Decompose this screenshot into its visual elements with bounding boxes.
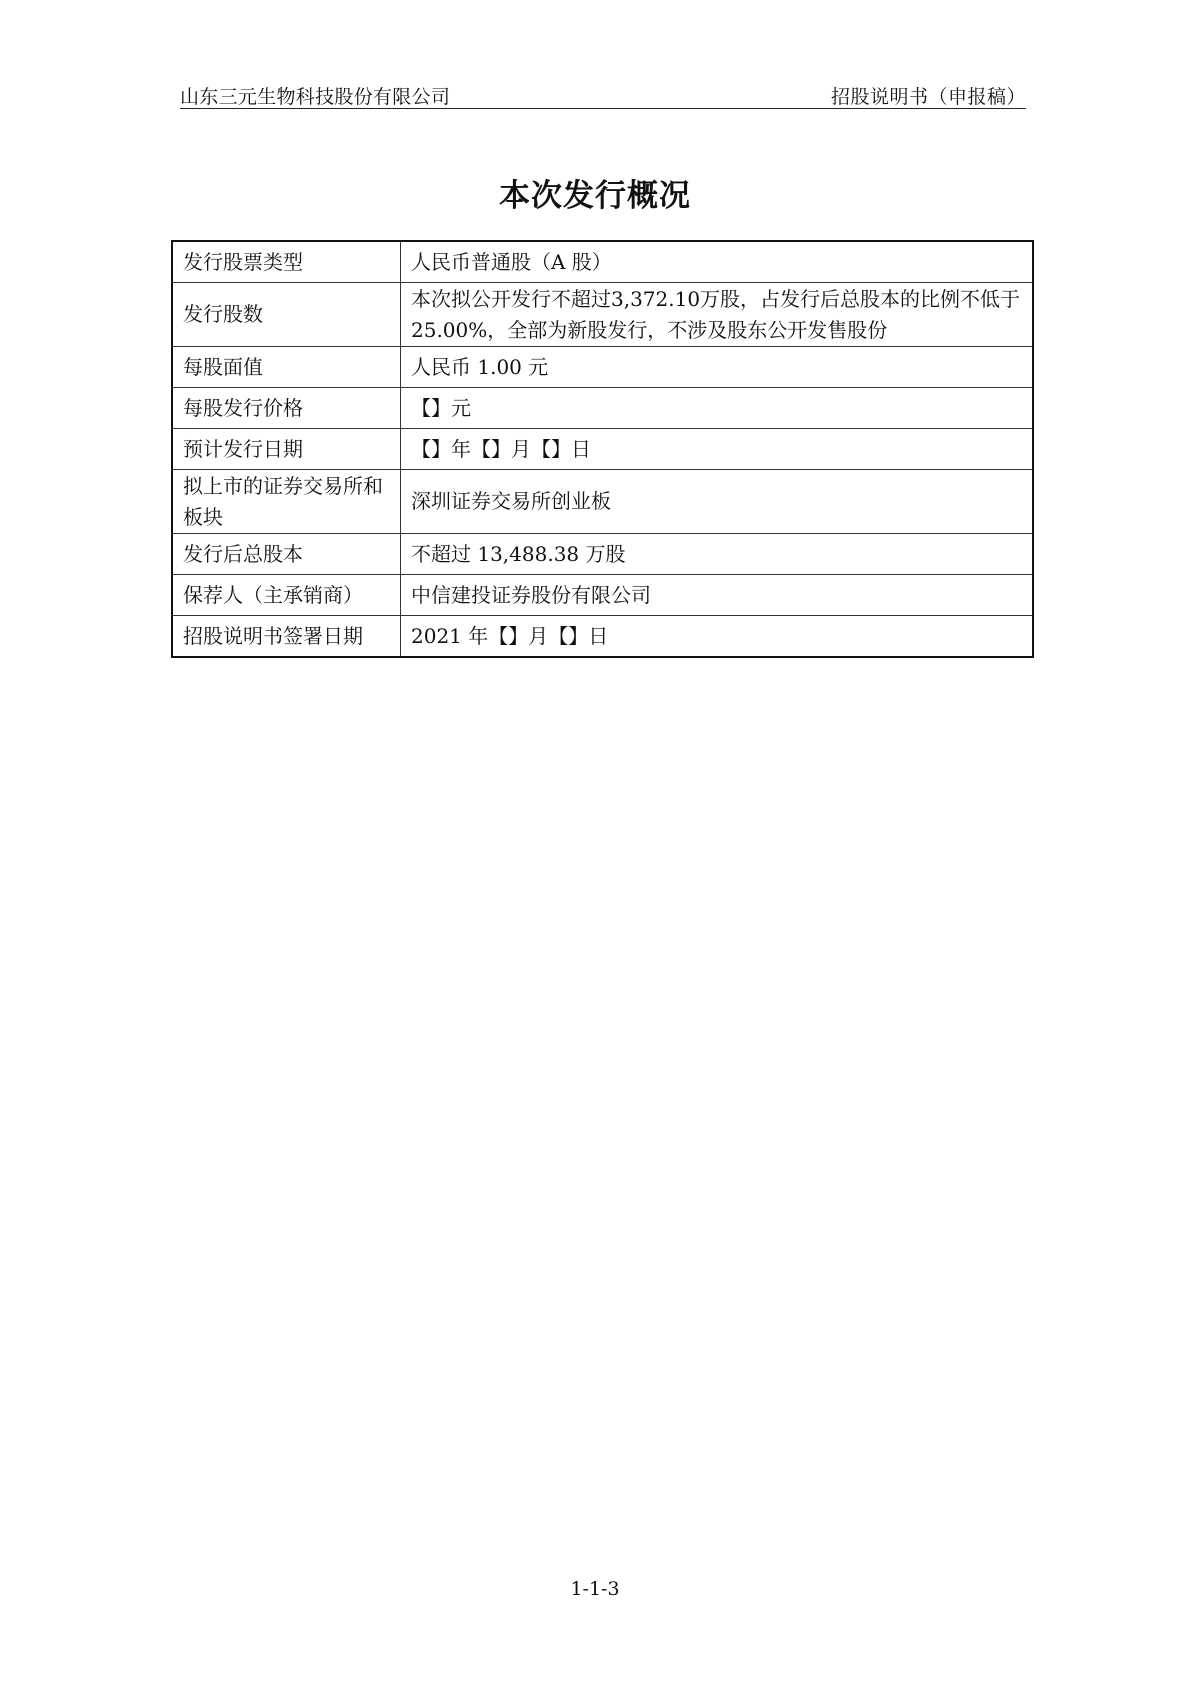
row-value: 【】元 bbox=[401, 388, 1034, 429]
row-label: 保荐人（主承销商） bbox=[172, 575, 401, 616]
table-row bbox=[172, 429, 1033, 470]
row-label: 发行股数 bbox=[172, 283, 401, 347]
row-value: 中信建投证券股份有限公司 bbox=[401, 575, 1034, 616]
page-title: 本次发行概况 bbox=[499, 178, 691, 214]
company-name: 山东三元生物科技股份有限公司 bbox=[180, 86, 451, 108]
offering-overview-table bbox=[171, 240, 1034, 658]
row-label: 每股面值 bbox=[172, 347, 401, 388]
row-label: 预计发行日期 bbox=[172, 429, 401, 470]
row-label: 发行股票类型 bbox=[172, 241, 401, 283]
row-label: 拟上市的证券交易所和板块 bbox=[172, 470, 401, 534]
page-number: 1-1-3 bbox=[570, 1578, 620, 1600]
document-type: 招股说明书（申报稿） bbox=[830, 86, 1026, 108]
row-label: 每股发行价格 bbox=[172, 388, 401, 429]
row-label: 招股说明书签署日期 bbox=[172, 616, 401, 658]
table-row bbox=[172, 388, 1033, 429]
table-row bbox=[172, 575, 1033, 616]
row-value: 不超过 13,488.38 万股 bbox=[401, 534, 1034, 575]
page-header bbox=[180, 80, 1026, 109]
row-value: 人民币 1.00 元 bbox=[401, 347, 1034, 388]
table-row bbox=[172, 470, 1033, 534]
table-row bbox=[172, 283, 1033, 347]
table-row bbox=[172, 534, 1033, 575]
table-row bbox=[172, 616, 1033, 658]
row-value: 2021 年【】月【】日 bbox=[401, 616, 1034, 658]
row-value: 【】年【】月【】日 bbox=[401, 429, 1034, 470]
row-value: 深圳证券交易所创业板 bbox=[401, 470, 1034, 534]
row-label: 发行后总股本 bbox=[172, 534, 401, 575]
row-value: 本次拟公开发行不超过3,372.10万股，占发行后总股本的比例不低于25.00%，全部为新股发行，不涉及股东公开发售股份 bbox=[401, 283, 1034, 347]
table-row bbox=[172, 241, 1033, 283]
row-value: 人民币普通股（A 股） bbox=[401, 241, 1034, 283]
table-row bbox=[172, 347, 1033, 388]
